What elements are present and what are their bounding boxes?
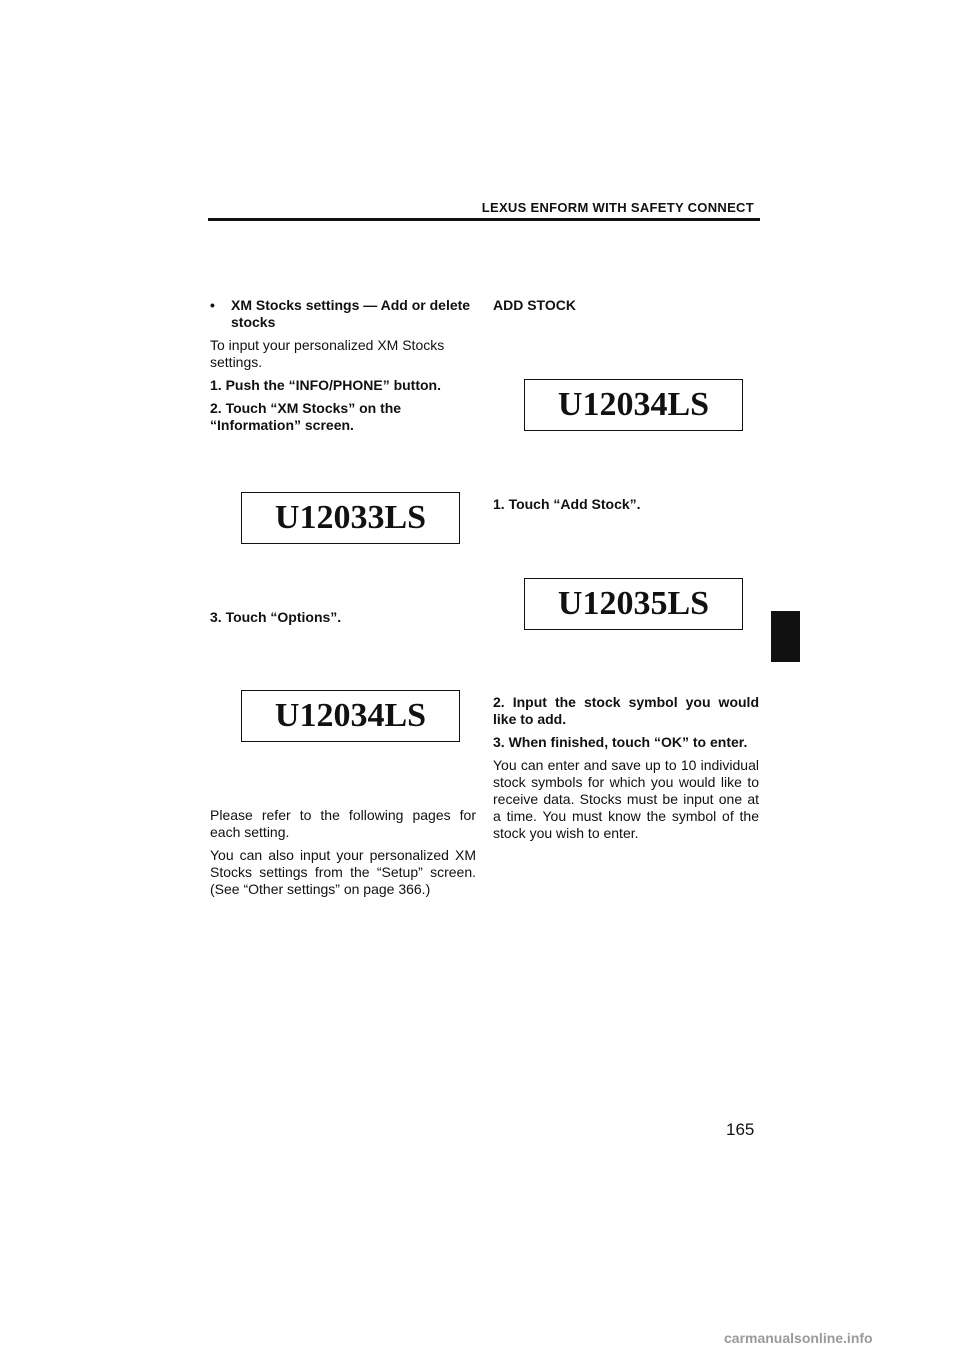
step-3-right: 3. When finished, touch “OK” to enter.: [493, 734, 748, 750]
note-paragraph-2: You can also input your personalized XM Stocks settings from the “Setup” screen. (See “Other settings” on page 366.): [210, 847, 476, 897]
note-paragraph-1: Please refer to the following pages for each setting.: [210, 807, 476, 840]
section-tab-marker: [771, 611, 800, 662]
figure-placeholder-u12034ls-left: U12034LS: [241, 690, 460, 742]
left-column-top: [210, 297, 476, 440]
watermark: carmanualsonline.info: [724, 1330, 873, 1346]
step-3-left: 3. Touch “Options”.: [210, 609, 342, 625]
intro-text: To input your personalized XM Stocks settings.: [210, 337, 445, 370]
left-column-notes: [210, 807, 476, 904]
figure-placeholder-u12035ls: U12035LS: [524, 578, 743, 630]
figure-placeholder-u12033ls: U12033LS: [241, 492, 460, 544]
step-2-left: 2. Touch “XM Stocks” on the “Information” screen.: [210, 400, 402, 433]
stock-info-paragraph: You can enter and save up to 10 individual stock symbols for which you would like to receive data. Stocks must be input one at a time. You must know the symbol of the stock you wish to enter.: [493, 757, 759, 841]
add-stock-heading: ADD STOCK: [493, 297, 576, 313]
add-stock-heading-block: [493, 297, 759, 320]
step-1-right-block: [493, 496, 759, 519]
step-2-right: 2. Input the stock symbol you would like to add.: [493, 694, 759, 727]
bullet-heading-text: XM Stocks settings — Add or delete stocks: [231, 297, 471, 330]
step-3-left-block: [210, 609, 476, 632]
running-header: LEXUS ENFORM WITH SAFETY CONNECT: [481, 200, 754, 215]
figure-placeholder-u12034ls-right: U12034LS: [524, 379, 743, 431]
right-column-steps: [493, 694, 759, 848]
header-rule: [208, 218, 760, 221]
bullet-heading: [210, 297, 476, 331]
step-1-right: 1. Touch “Add Stock”.: [493, 496, 641, 512]
bullet-icon: •: [210, 297, 215, 313]
page-number: 165: [726, 1120, 755, 1139]
step-1-left: 1. Push the “INFO/PHONE” button.: [210, 377, 441, 393]
